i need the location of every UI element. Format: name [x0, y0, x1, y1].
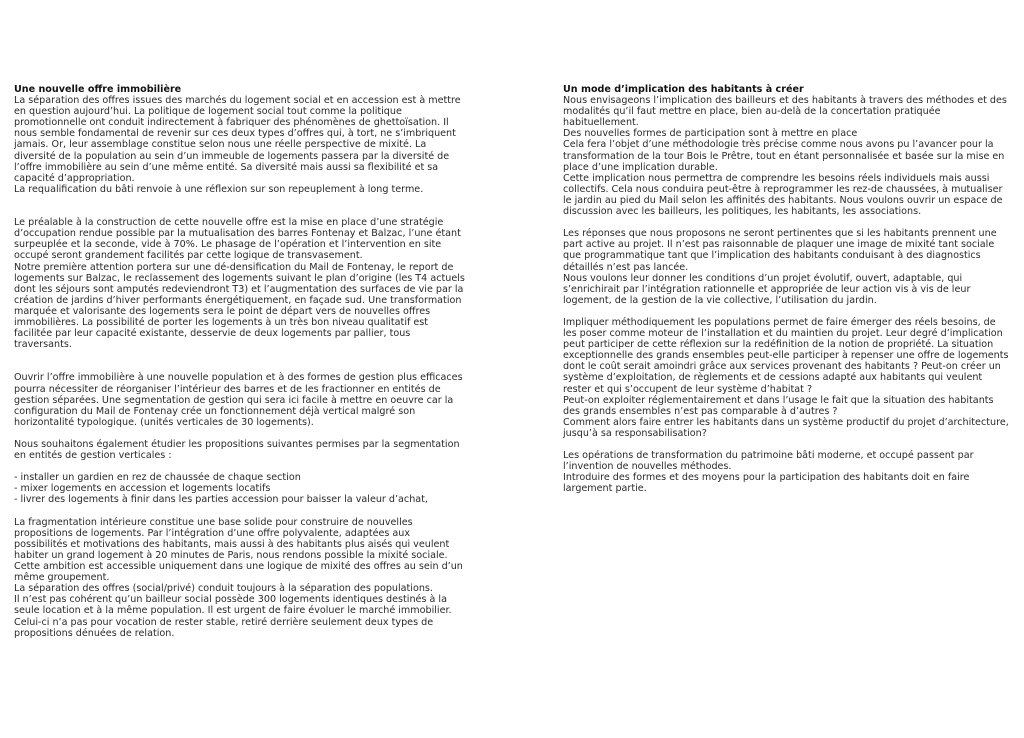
- paragraph: Nous souhaitons également étudier les propositions suivantes permises par la segmentation en entités de gestion verticales :: [14, 439, 460, 462]
- paragraph: Des nouvelles formes de participation sont à mettre en place: [563, 128, 858, 140]
- paragraph: Nous envisageons l’implication des bailleurs et des habitants à travers des méthodes et des modalités qu’il faut mettre en place, bien au-delà de la concertation pratiquée habituellement.: [563, 95, 1007, 129]
- paragraph: Il n’est pas cohérent qu’un bailleur social possède 300 logements identiques destinés à la seule location et à la même population. Il est urgent de faire évoluer le marché immobilier. Celui-ci n’a pas pour vocation de rester stable, retiré derrière seulement deux types de propositions dénuées de relation.: [14, 594, 452, 639]
- spacer: [563, 439, 1009, 450]
- paragraph: Impliquer méthodiquement les populations permet de faire émerger des réels besoins, de les poser comme moteur de l’installation et du maintien du projet. Leur degré d’implication peut participer de cette réflexion sur la redéfinition de la notion de propriété. La situation exceptionnelle des grands ensembles peut-elle participer à repenser une offre de logements dont le coût serait amoindri grâce aux services provenant des habitants ? Peut-on créer un système d’exploitation, de règlements et de cessions adapté aux habitants qui veulent rester et qui s’occupent de leur système d’habitat ?: [563, 316, 1009, 395]
- paragraph: La requalification du bâti renvoie à une réflexion sur son repeuplement à long terme.: [14, 183, 424, 195]
- paragraph: Les réponses que nous proposons ne seront pertinentes que si les habitants prennent une part active au projet. Il n’est pas raisonnable de plaquer une image de mixité tant sociale que programmatique tant que l’implication des habitants conduisant à des diagnostics détaillés n’est pas lancée.: [563, 228, 997, 273]
- paragraph: Les opérations de transformation du patrimoine bâti moderne, et occupé passent par l’invention de nouvelles méthodes.: [563, 450, 974, 473]
- list-item: - livrer des logements à finir dans les parties accession pour baisser la valeur d’achat,: [14, 494, 428, 506]
- spacer: [14, 506, 466, 517]
- paragraph: Nous voulons leur donner les conditions d’un projet évolutif, ouvert, adaptable, qui s’enrichirait par l’intégration rationnelle et appropriée de leur action vis à vis de leur logement, de la gestion de la vie collective, l’utilisation du jardin.: [563, 272, 971, 306]
- spacer: [563, 306, 1009, 317]
- paragraph: Cette implication nous permettra de comprendre les besoins réels individuels mais aussi collectifs. Cela nous conduira peut-être à reprogrammer les rez-de chaussées, à mutualiser le jardin au pied du Mail selon les affinités des habitants. Nous voulons ouvrir un espace de discussion avec les bailleurs, les politiques, les habitants, les associations.: [563, 172, 1003, 218]
- paragraph: Notre première attention portera sur une dé-densification du Mail de Fontenay, le report de logements sur Balzac, le reclassement des logements suivant le plan d’origine (les T4 actuels dont les séjours sont amputés redeviendront T3) et l’augmentation des surfaces de vie par la création de jardins d’hiver performants énergétiquement, en façade sud. Une transformation marquée et valorisante des logements sera le point de départ vers de nouvelles offres immobilières. La possibilité de porter les logements à un très bon niveau qualitatif est facilitée par leur capacité existante, desservie de deux logements par pallier, tous traversants.: [14, 261, 465, 351]
- paragraph: La fragmentation intérieure constitue une base solide pour construire de nouvelles propositions de logements. Par l’intégration d’une offre polyvalente, adaptées aux possibilités et motivations des habitants, mais aussi à des habitants plus aisés qui veulent habiter un grand logement à 20 minutes de Paris, nous rendons possible la mixité sociale. Cette ambition est accessible uniquement dans une logique de mixité des offres au sein d’un même groupement.: [14, 516, 463, 584]
- paragraph: Ouvrir l’offre immobilière à une nouvelle population et à des formes de gestion plus efficaces pourra nécessiter de réorganiser l’intérieur des barres et de les fractionner en entités de gestion séparées. Une segmentation de gestion qui sera ici facile à mettre en oeuvre car la configuration du Mail de Fontenay crée un fonctionnement déjà vertical malgré son horizontalité typologique. (unités verticales de 30 logements).: [14, 372, 463, 428]
- spacer: [563, 217, 1009, 228]
- right-column: [563, 84, 1009, 494]
- section-title-offre-immobiliere: Une nouvelle offre immobilière: [14, 84, 182, 95]
- paragraph: La séparation des offres (social/privé) conduit toujours à la séparation des populations.: [14, 583, 433, 595]
- paragraph: Comment alors faire entrer les habitants dans un système productif du projet d’architecture, jusqu’à sa responsabilisation?: [563, 416, 1009, 439]
- paragraph: Peut-on exploiter réglementairement et dans l’usage le fait que la situation des habitants des grands ensembles n’est pas comparable à d’autres ?: [563, 394, 994, 417]
- section-title-implication-habitants: Un mode d’implication des habitants à créer: [563, 84, 804, 95]
- paragraph: Le préalable à la construction de cette nouvelle offre est la mise en place d’une stratégie d’occupation rendue possible par la mutualisation des barres Fontenay et Balzac, l’une étant surpeuplée et la seconde, vide à 70%. Le phasage de l’opération et l’intervention en site occupé seront grandement facilités par cette logique de transvasement.: [14, 217, 461, 262]
- spacer: [14, 428, 466, 439]
- paragraph: Introduire des formes et des moyens pour la participation des habitants doit en faire largement partie.: [563, 472, 970, 495]
- paragraph: Cela fera l’objet d’une méthodologie très précise comme nous avons pu l’avancer pour la transformation de la tour Bois le Prêtre, tout en étant personnalisée et basée sur la mise en place d’une implication durable.: [563, 139, 1005, 173]
- spacer: [14, 195, 466, 217]
- left-column: [14, 84, 466, 639]
- paragraph: La séparation des offres issues des marchés du logement social et en accession est à mettre en question aujourd’hui. La politique de logement social tout comme la politique promotionnelle ont conduit indirectement à fabriquer des phénomènes de ghettoïsation. Il nous semble fondamental de revenir sur ces deux types d’offres qui, à tort, ne s’imbriquent jamais. Or, leur assemblage constitue selon nous une réelle perspective de mixité. La diversité de la population au sein d’un immeuble de logements passera par la diversité de l’offre immobilière au sein d’une même entité. Sa diversité mais aussi sa flexibilité et sa capacité d’appropriation.: [14, 95, 461, 184]
- list-item: - mixer logements en accession et logements locatifs: [14, 483, 271, 495]
- spacer: [14, 350, 466, 372]
- spacer: [14, 461, 466, 472]
- list-item: - installer un gardien en rez de chaussée de chaque section: [14, 472, 301, 484]
